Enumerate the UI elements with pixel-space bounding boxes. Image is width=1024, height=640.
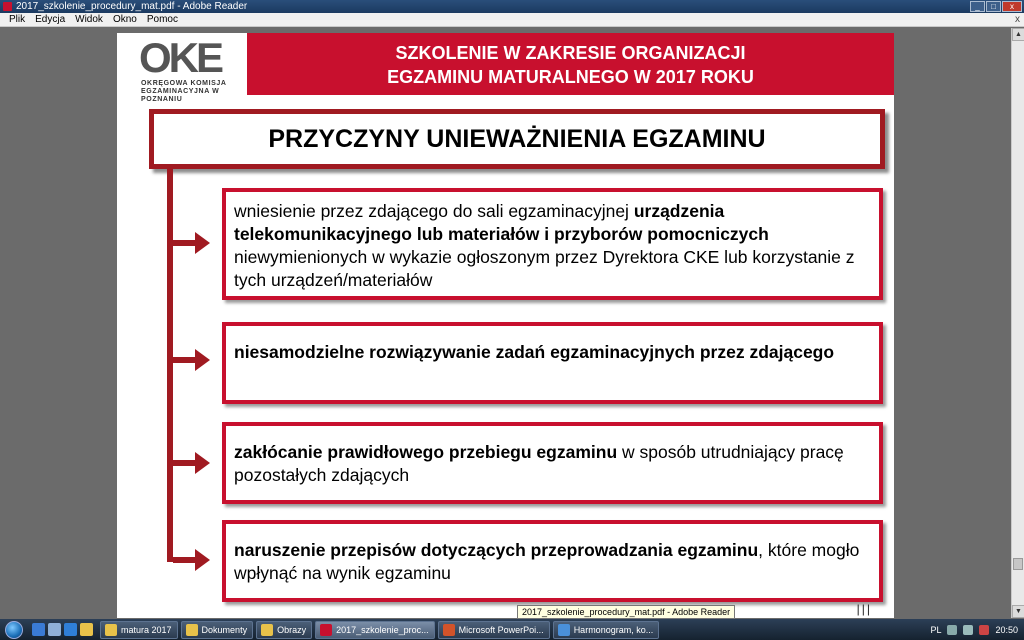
menu-bar — [0, 13, 1024, 27]
taskbar-item-obrazy[interactable] — [256, 621, 312, 639]
reason-3-text: w sposób utrudniający pracę pozostałych zdających — [234, 442, 844, 485]
vertical-scrollbar[interactable] — [1011, 28, 1024, 618]
header-line-1: SZKOLENIE W ZAKRESIE ORGANIZACJI — [395, 43, 746, 63]
adobe-reader-icon — [3, 2, 12, 11]
minimize-button[interactable]: _ — [970, 1, 985, 12]
taskbar — [0, 619, 1024, 640]
reason-1-text-a: wniesienie przez zdającego do sali egzaminacyjnej — [234, 201, 634, 221]
logo-line-2: EGZAMINACYJNA W POZNANIU — [141, 88, 220, 103]
volume-icon[interactable] — [963, 625, 973, 635]
reason-item-4 — [222, 520, 883, 602]
folder-icon — [261, 624, 273, 636]
taskbar-tooltip: 2017_szkolenie_procedury_mat.pdf - Adobe Reader — [517, 605, 735, 619]
menu-file[interactable]: Plik — [9, 14, 26, 25]
reason-4-bold: naruszenie przepisów dotyczących przeprowadzania egzaminu — [234, 540, 759, 560]
slide-header — [247, 33, 894, 95]
security-icon[interactable] — [979, 625, 989, 635]
taskbar-item-label: Harmonogram, ko... — [573, 624, 654, 635]
taskbar-item-matura[interactable] — [100, 621, 178, 639]
header-line-2: EGZAMINU MATURALNEGO W 2017 ROKU — [387, 67, 754, 87]
pdf-page — [117, 33, 894, 618]
logo-subtitle — [141, 80, 247, 104]
arrow-icon — [173, 232, 211, 254]
taskbar-item-label: Microsoft PowerPoi... — [458, 624, 544, 635]
window-titlebar — [0, 0, 1024, 13]
reason-1-text-b: niewymienionych w wykazie ogłoszonym przez Dyrektora CKE lub korzystanie z tych urządzeń/materiałów — [234, 247, 855, 290]
page-marks: ||| — [856, 602, 872, 616]
logo-line-1: OKRĘGOWA KOMISJA — [141, 80, 227, 87]
folder-icon — [105, 624, 117, 636]
arrow-icon — [173, 549, 211, 571]
windows-logo-icon — [5, 621, 23, 639]
start-button[interactable] — [0, 619, 28, 640]
network-icon[interactable] — [947, 625, 957, 635]
window-title: 2017_szkolenie_procedury_mat.pdf - Adobe Reader — [16, 1, 248, 12]
maximize-button[interactable]: □ — [986, 1, 1001, 12]
close-document-button[interactable]: x — [1015, 14, 1020, 25]
switch-windows-icon[interactable] — [48, 623, 61, 636]
internet-explorer-icon[interactable] — [64, 623, 77, 636]
taskbar-item-harmonogram[interactable] — [553, 621, 660, 639]
taskbar-item-label: 2017_szkolenie_proc... — [336, 624, 429, 635]
taskbar-item-powerpoint[interactable] — [438, 621, 550, 639]
quick-launch — [28, 623, 97, 636]
menu-edit[interactable]: Edycja — [35, 14, 66, 25]
scroll-thumb[interactable] — [1013, 558, 1023, 570]
language-indicator[interactable]: PL — [930, 624, 942, 635]
arrow-icon — [173, 452, 211, 474]
reason-item-3 — [222, 422, 883, 504]
show-desktop-icon[interactable] — [32, 623, 45, 636]
slide-title: PRZYCZYNY UNIEWAŻNIENIA EGZAMINU — [149, 109, 885, 169]
explorer-icon[interactable] — [80, 623, 93, 636]
menu-window[interactable]: Okno — [112, 14, 137, 25]
reason-3-bold: zakłócanie prawidłowego przebiegu egzaminu — [234, 442, 618, 462]
chrome-icon — [558, 624, 570, 636]
menu-view[interactable]: Widok — [75, 14, 103, 25]
logo-mark: OKE — [139, 34, 222, 81]
reason-item-1 — [222, 188, 883, 300]
reason-4-text: , które mogło wpłynąć na wynik egzaminu — [234, 540, 860, 583]
taskbar-item-pdf[interactable] — [315, 621, 435, 639]
close-button[interactable]: x — [1002, 1, 1022, 12]
taskbar-item-label: Obrazy — [277, 624, 307, 635]
reason-2-bold: niesamodzielne rozwiązywanie zadań egzaminacyjnych przez zdającego — [234, 342, 835, 362]
pdf-icon — [320, 624, 332, 636]
reason-1-bold: urządzenia telekomunikacyjnego lub materiałów i przyborów pomocniczych — [234, 201, 769, 244]
scroll-up-icon[interactable]: ▲ — [1012, 28, 1024, 41]
taskbar-item-label: Dokumenty — [201, 624, 248, 635]
oke-logo — [117, 33, 247, 103]
scroll-down-icon[interactable]: ▼ — [1012, 605, 1024, 618]
arrow-icon — [173, 349, 211, 371]
system-tray — [930, 625, 1024, 635]
taskbar-item-label: matura 2017 — [121, 624, 172, 635]
menu-help[interactable]: Pomoc — [146, 14, 178, 25]
reason-item-2 — [222, 322, 883, 404]
window-controls — [970, 1, 1022, 12]
folder-icon — [186, 624, 198, 636]
clock[interactable]: 20:50 — [995, 624, 1018, 635]
powerpoint-icon — [443, 624, 455, 636]
taskbar-item-dokumenty[interactable] — [181, 621, 254, 639]
